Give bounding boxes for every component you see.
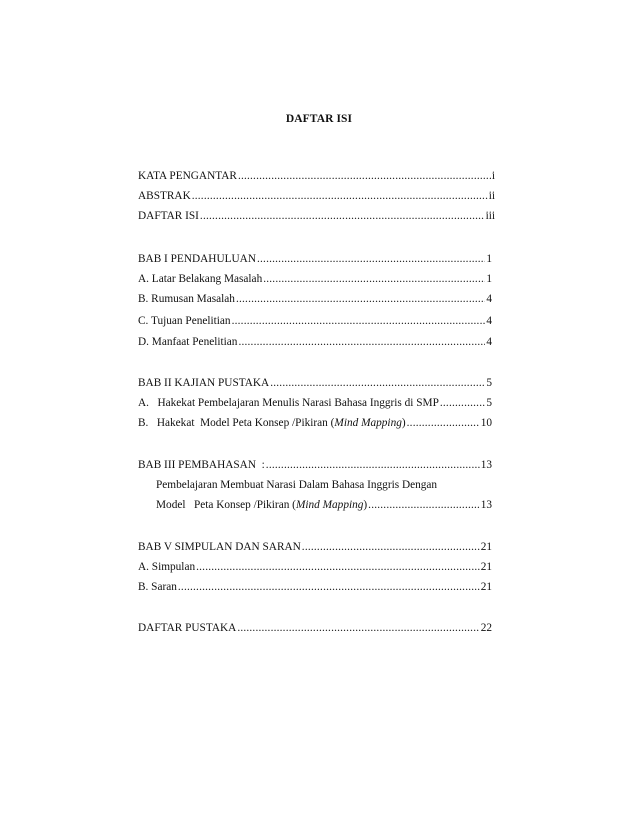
toc-leader	[368, 497, 480, 513]
toc-label: BAB III PEMBAHASAN :	[138, 459, 265, 471]
toc-label-italic: Mind Mapping	[334, 417, 402, 429]
toc-page-number: 13	[480, 459, 492, 471]
toc-label-text-end: )	[363, 499, 368, 511]
page-title: DAFTAR ISI	[285, 113, 353, 125]
toc-label: ABSTRAK	[138, 190, 191, 202]
toc-label-text-end: )	[401, 417, 406, 429]
toc-label: C. Tujuan Penelitian	[138, 315, 231, 327]
toc-leader	[178, 579, 480, 595]
toc-entry-hakekat-model[interactable]	[138, 415, 492, 431]
toc-page-number: 1	[486, 253, 492, 265]
toc-page-number: 22	[480, 622, 492, 634]
toc-leader	[407, 415, 480, 431]
toc-leader	[237, 620, 479, 636]
toc-page-number: 21	[480, 581, 492, 593]
toc-page-number: 10	[480, 417, 492, 429]
toc-entry-bab-3-subtitle: Pembelajaran Membuat Narasi Dalam Bahasa Inggris Dengan	[156, 479, 438, 491]
toc-label: A. Hakekat Pembelajaran Menulis Narasi Bahasa Inggris di SMP	[138, 397, 439, 409]
toc-leader	[263, 271, 485, 287]
toc-entry-daftar-pustaka[interactable]	[138, 620, 492, 636]
toc-entry-hakekat-pembelajaran[interactable]	[138, 395, 492, 411]
toc-leader	[257, 251, 485, 267]
toc-entry-simpulan[interactable]	[138, 559, 492, 575]
toc-label	[156, 497, 367, 513]
toc-label: B. Rumusan Masalah	[138, 293, 235, 305]
toc-label-italic: Mind Mapping	[295, 499, 364, 511]
toc-page-number: ii	[488, 190, 495, 202]
toc-leader	[200, 208, 485, 224]
toc-page-number: 4	[486, 293, 492, 305]
toc-page-number: iii	[485, 210, 495, 222]
toc-leader	[192, 188, 488, 204]
toc-page-number: 21	[480, 561, 492, 573]
toc-entry-bab-3[interactable]	[138, 457, 492, 473]
toc-leader	[266, 457, 480, 473]
toc-entry-abstrak[interactable]	[138, 188, 495, 204]
toc-page-number: 21	[480, 541, 492, 553]
toc-entry-rumusan-masalah[interactable]	[138, 291, 492, 307]
toc-entry-latar-belakang[interactable]	[138, 271, 492, 287]
toc-label: B. Saran	[138, 581, 177, 593]
toc-page-number: 5	[486, 377, 492, 389]
toc-entry-bab-5[interactable]	[138, 539, 492, 555]
toc-entry-bab-3-model[interactable]	[156, 497, 492, 513]
toc-page-number: 13	[480, 499, 492, 511]
toc-leader	[236, 291, 485, 307]
toc-entry-daftar-isi[interactable]	[138, 208, 495, 224]
toc-entry-saran[interactable]	[138, 579, 492, 595]
toc-page-number: 1	[486, 273, 492, 285]
toc-label: A. Simpulan	[138, 561, 196, 573]
toc-leader	[440, 395, 485, 411]
toc-leader	[238, 334, 485, 350]
toc-page-number: 5	[486, 397, 492, 409]
toc-entry-manfaat-penelitian[interactable]	[138, 334, 492, 350]
toc-label: KATA PENGANTAR	[138, 170, 237, 182]
toc-page-number: i	[491, 170, 495, 182]
toc-label: BAB I PENDAHULUAN	[138, 253, 256, 265]
toc-leader	[196, 559, 480, 575]
toc-label: D. Manfaat Penelitian	[138, 336, 238, 348]
toc-label: DAFTAR PUSTAKA	[138, 622, 237, 634]
toc-label: BAB II KAJIAN PUSTAKA	[138, 377, 270, 389]
toc-label: DAFTAR ISI	[138, 210, 199, 222]
toc-page-number: 4	[486, 315, 492, 327]
toc-leader	[302, 539, 480, 555]
toc-label-text: B. Hakekat Model Peta Konsep /Pikiran (	[138, 417, 335, 429]
toc-page-number: 4	[486, 336, 492, 348]
toc-entry-tujuan-penelitian[interactable]	[138, 313, 492, 329]
toc-label-text: Model Peta Konsep /Pikiran (	[156, 499, 296, 511]
toc-entry-bab-1[interactable]	[138, 251, 492, 267]
toc-leader	[232, 313, 486, 329]
toc-leader	[238, 168, 491, 184]
toc-label	[138, 415, 406, 431]
toc-entry-kata-pengantar[interactable]	[138, 168, 495, 184]
toc-label: BAB V SIMPULAN DAN SARAN	[138, 541, 301, 553]
toc-entry-bab-2[interactable]	[138, 375, 492, 391]
toc-label: A. Latar Belakang Masalah	[138, 273, 263, 285]
toc-leader	[270, 375, 485, 391]
